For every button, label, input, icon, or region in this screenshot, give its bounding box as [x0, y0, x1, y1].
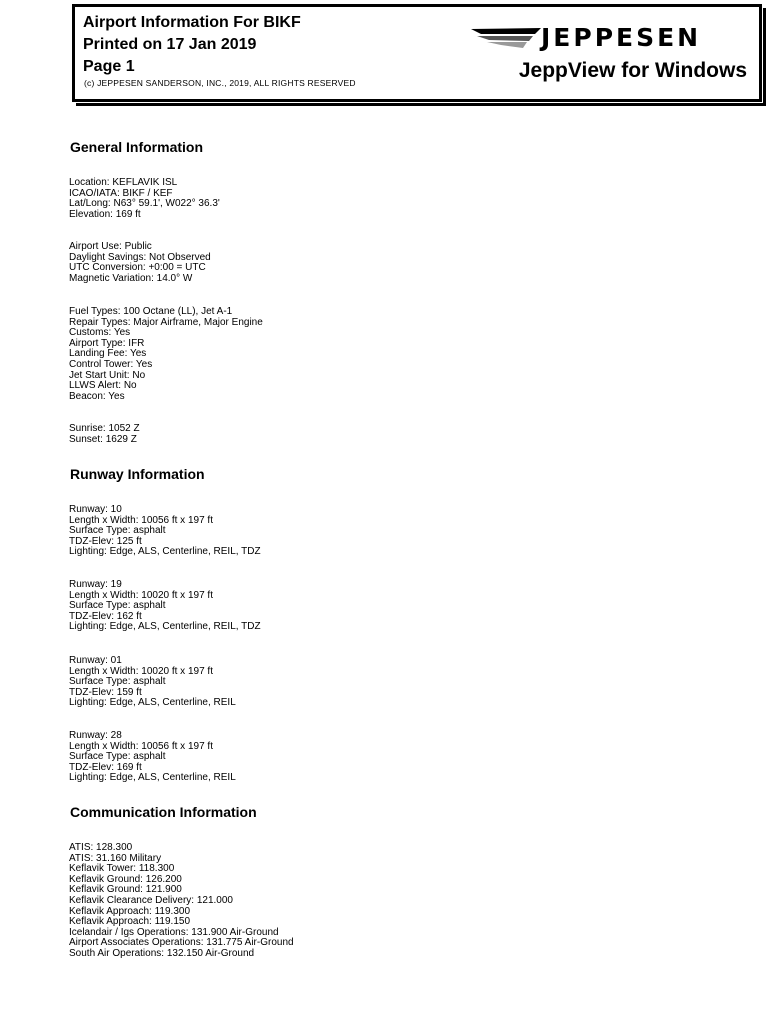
runway-block: [69, 580, 261, 633]
info-line: ATIS: 128.300: [69, 842, 133, 853]
info-line: Icelandair / Igs Operations: 131.900 Air-Ground: [69, 926, 279, 938]
info-line: Fuel Types: 100 Octane (LL), Jet A-1: [69, 306, 233, 317]
info-line: Lighting: Edge, ALS, Centerline, REIL, TDZ: [69, 546, 261, 558]
product-name: JeppView for Windows: [518, 59, 747, 82]
info-line: Airport Use: Public: [69, 241, 152, 252]
info-line: LLWS Alert: No: [69, 380, 137, 392]
runway-block: [69, 656, 236, 709]
jeppesen-logo: [471, 23, 751, 55]
info-line: TDZ-Elev: 125 ft: [69, 535, 142, 547]
info-line: Runway: 28: [69, 730, 122, 741]
info-line: Length x Width: 10056 ft x 197 ft: [69, 514, 213, 526]
info-line: Keflavik Tower: 118.300: [69, 863, 175, 875]
info-line: Keflavik Clearance Delivery: 121.000: [69, 894, 233, 906]
info-line: UTC Conversion: +0:00 = UTC: [69, 262, 206, 274]
info-line: Lighting: Edge, ALS, Centerline, REIL, TDZ: [69, 621, 261, 633]
logo-wordmark: JEPPESEN: [541, 23, 702, 52]
page-number: Page 1: [83, 58, 135, 75]
info-line: Location: KEFLAVIK ISL: [69, 177, 178, 188]
info-line: ICAO/IATA: BIKF / KEF: [69, 187, 173, 199]
info-line: Keflavik Ground: 121.900: [69, 884, 182, 896]
info-line: Keflavik Approach: 119.300: [69, 905, 191, 917]
section-title-general: General Information: [70, 139, 204, 155]
info-line: Keflavik Approach: 119.150: [69, 916, 191, 928]
section-title-communication: Communication Information: [70, 804, 257, 820]
info-line: Airport Associates Operations: 131.775 Air-Ground: [69, 937, 294, 949]
info-line: South Air Operations: 132.150 Air-Ground: [69, 947, 255, 959]
info-line: Magnetic Variation: 14.0° W: [69, 272, 193, 284]
copyright-notice: (c) JEPPESEN SANDERSON, INC., 2019, ALL RIGHTS RESERVED: [84, 78, 356, 88]
info-line: TDZ-Elev: 162 ft: [69, 610, 142, 622]
info-line: Landing Fee: Yes: [69, 348, 147, 360]
info-line: Keflavik Ground: 126.200: [69, 873, 182, 885]
info-line: Elevation: 169 ft: [69, 208, 141, 220]
info-line: Length x Width: 10020 ft x 197 ft: [69, 589, 213, 601]
info-line: Surface Type: asphalt: [69, 525, 166, 537]
info-line: Sunrise: 1052 Z: [69, 423, 140, 434]
communication-block: [69, 843, 294, 960]
info-line: Repair Types: Major Airframe, Major Engine: [69, 316, 263, 328]
document-header: [72, 4, 762, 102]
info-line: ATIS: 31.160 Military: [69, 852, 162, 864]
info-line: Lat/Long: N63° 59.1', W022° 36.3': [69, 198, 220, 210]
section-title-runways: Runway Information: [70, 466, 205, 482]
info-line: Length x Width: 10020 ft x 197 ft: [69, 665, 213, 677]
general-usage-block: [69, 242, 211, 284]
info-line: TDZ-Elev: 159 ft: [69, 686, 142, 698]
runway-block: [69, 731, 236, 784]
runway-block: [69, 505, 261, 558]
info-line: Sunset: 1629 Z: [69, 433, 137, 445]
info-line: Daylight Savings: Not Observed: [69, 251, 211, 263]
info-line: Control Tower: Yes: [69, 358, 153, 370]
info-line: Beacon: Yes: [69, 390, 125, 402]
info-line: TDZ-Elev: 169 ft: [69, 761, 142, 773]
info-line: Runway: 01: [69, 655, 122, 666]
general-sun-block: [69, 424, 140, 445]
info-line: Airport Type: IFR: [69, 337, 145, 349]
general-location-block: [69, 178, 220, 220]
jeppesen-swoosh-icon: [471, 25, 543, 53]
general-facilities-block: [69, 307, 263, 402]
info-line: Runway: 10: [69, 504, 122, 515]
info-line: Lighting: Edge, ALS, Centerline, REIL: [69, 697, 236, 709]
info-line: Customs: Yes: [69, 327, 131, 339]
info-line: Surface Type: asphalt: [69, 676, 166, 688]
printed-date: Printed on 17 Jan 2019: [83, 36, 257, 53]
info-line: Runway: 19: [69, 579, 122, 590]
info-line: Jet Start Unit: No: [69, 369, 146, 381]
info-line: Length x Width: 10056 ft x 197 ft: [69, 740, 213, 752]
info-line: Surface Type: asphalt: [69, 751, 166, 763]
document-title: Airport Information For BIKF: [83, 14, 301, 31]
info-line: Lighting: Edge, ALS, Centerline, REIL: [69, 772, 236, 784]
info-line: Surface Type: asphalt: [69, 600, 166, 612]
